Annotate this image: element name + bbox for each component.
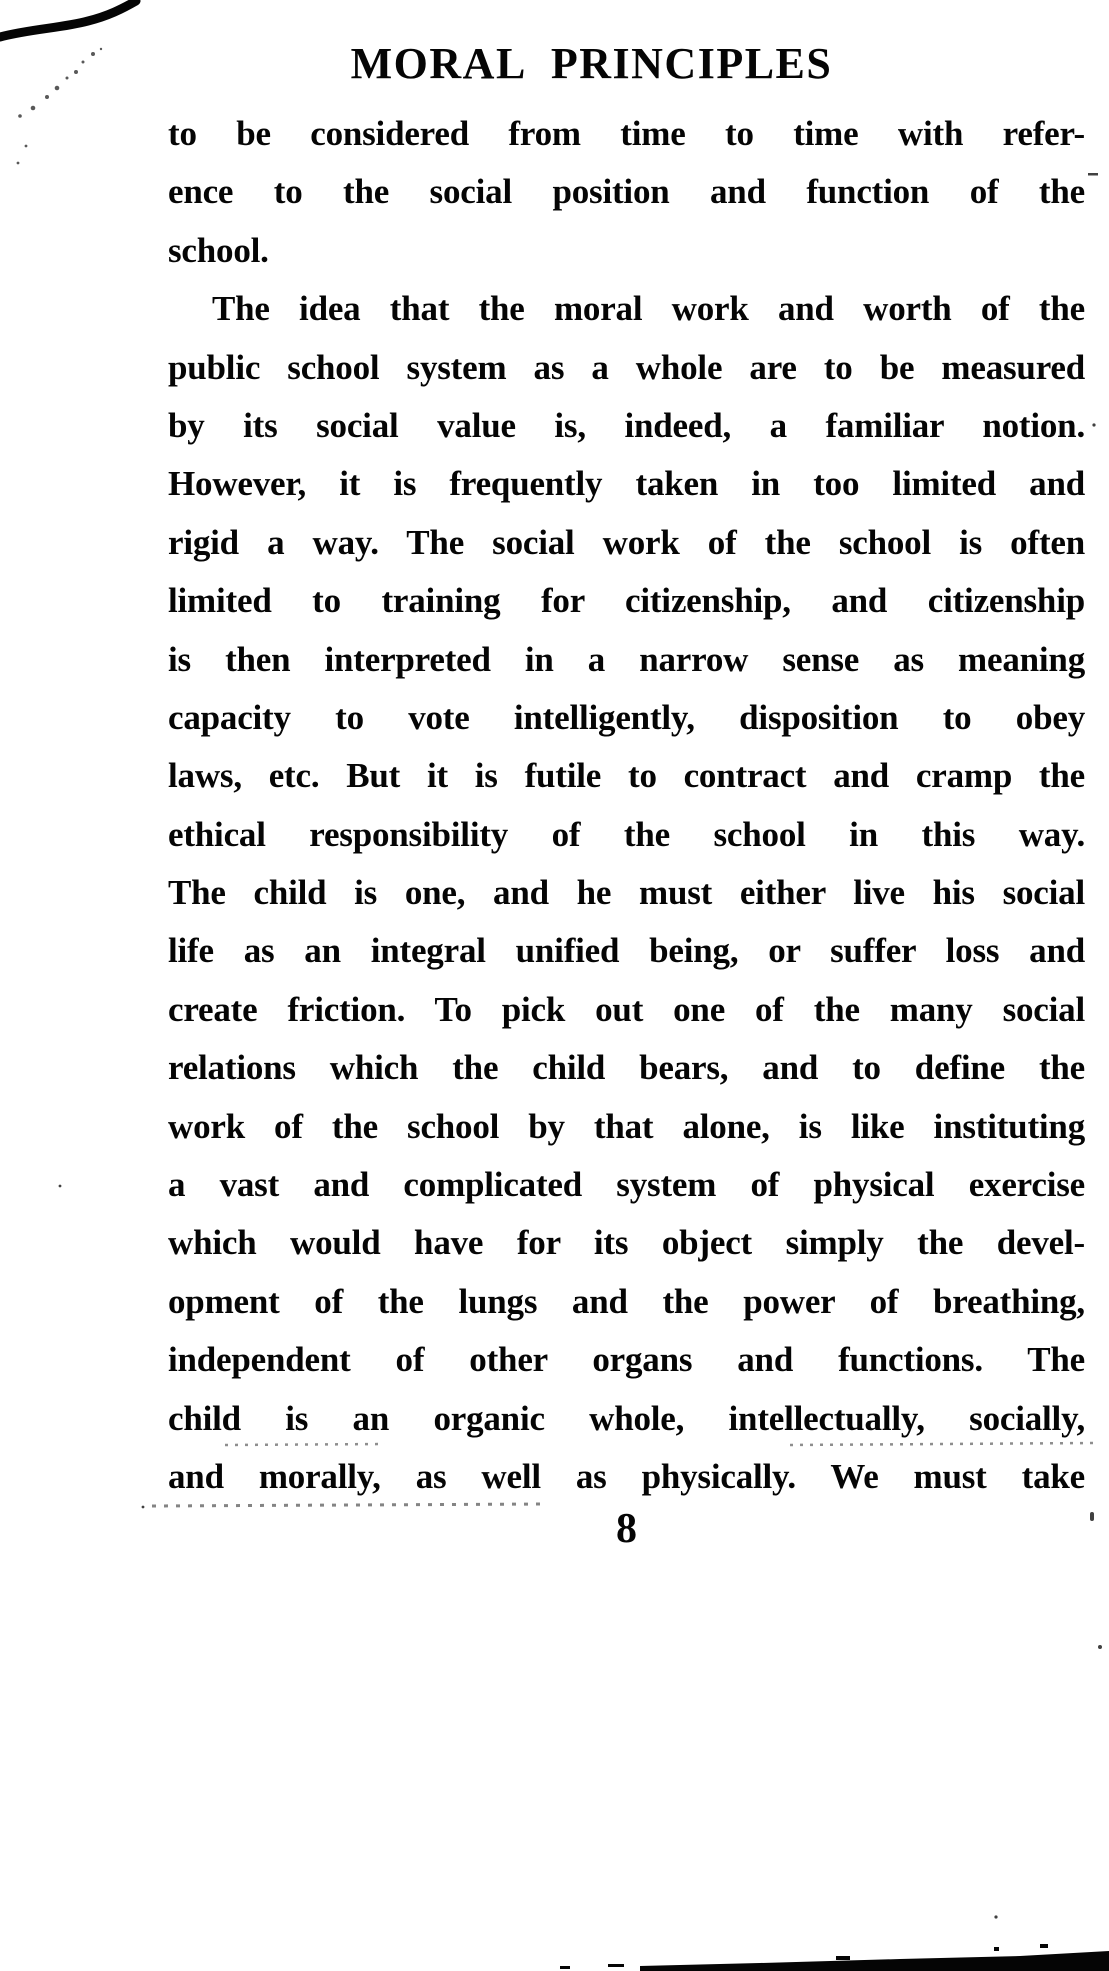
text-line: laws, etc. But it is futile to contract and cramp the [168,756,1085,796]
text-line: to be considered from time to time with refer- [168,114,1085,153]
scan-artifact-bottom-bar [560,1944,1109,1971]
text-line: public school system as a whole are to be measured [168,347,1085,387]
text-line: a vast and complicated system of physical exercise [168,1165,1085,1205]
text-line: life as an integral unified being, or suffer loss and [168,931,1085,971]
text-line: rigid a way. The social work of the school is often [168,522,1085,562]
text-line: and morally, as well as physically. We must take [168,1456,1085,1496]
scan-artifact-top-curve [0,1,136,37]
text-line: school. [168,230,269,270]
text-line: ence to the social position and function of the [168,172,1085,212]
page-body [168,105,1085,1506]
text-line: However, it is frequently taken in too limited and [168,464,1085,504]
text-line: opment of the lungs and the power of breathing, [168,1281,1085,1321]
text-line: The idea that the moral work and worth of the [212,289,1085,329]
text-line: limited to training for citizenship, and citizenship [168,581,1085,621]
text-line: which would have for its object simply the devel- [168,1223,1085,1263]
page-number: 8 [616,1506,637,1552]
text-line: independent of other organs and functions. The [168,1340,1085,1380]
running-header: MORAL PRINCIPLES [350,39,833,88]
text-line: ethical responsibility of the school in this way. [168,814,1085,854]
text-line: create friction. To pick out one of the many social [168,989,1085,1029]
scan-artifact-diagonal-specks [17,48,103,165]
text-line: relations which the child bears, and to define the [168,1048,1085,1088]
text-line: child is an organic whole, intellectually, socially, [168,1398,1085,1438]
text-line: by its social value is, indeed, a familiar notion. [168,405,1085,445]
text-line: is then interpreted in a narrow sense as meaning [168,639,1085,679]
text-line: work of the school by that alone, is like instituting [168,1106,1085,1146]
text-line: The child is one, and he must either live his social [168,873,1085,913]
text-line: capacity to vote intelligently, disposition to obey [168,697,1085,737]
